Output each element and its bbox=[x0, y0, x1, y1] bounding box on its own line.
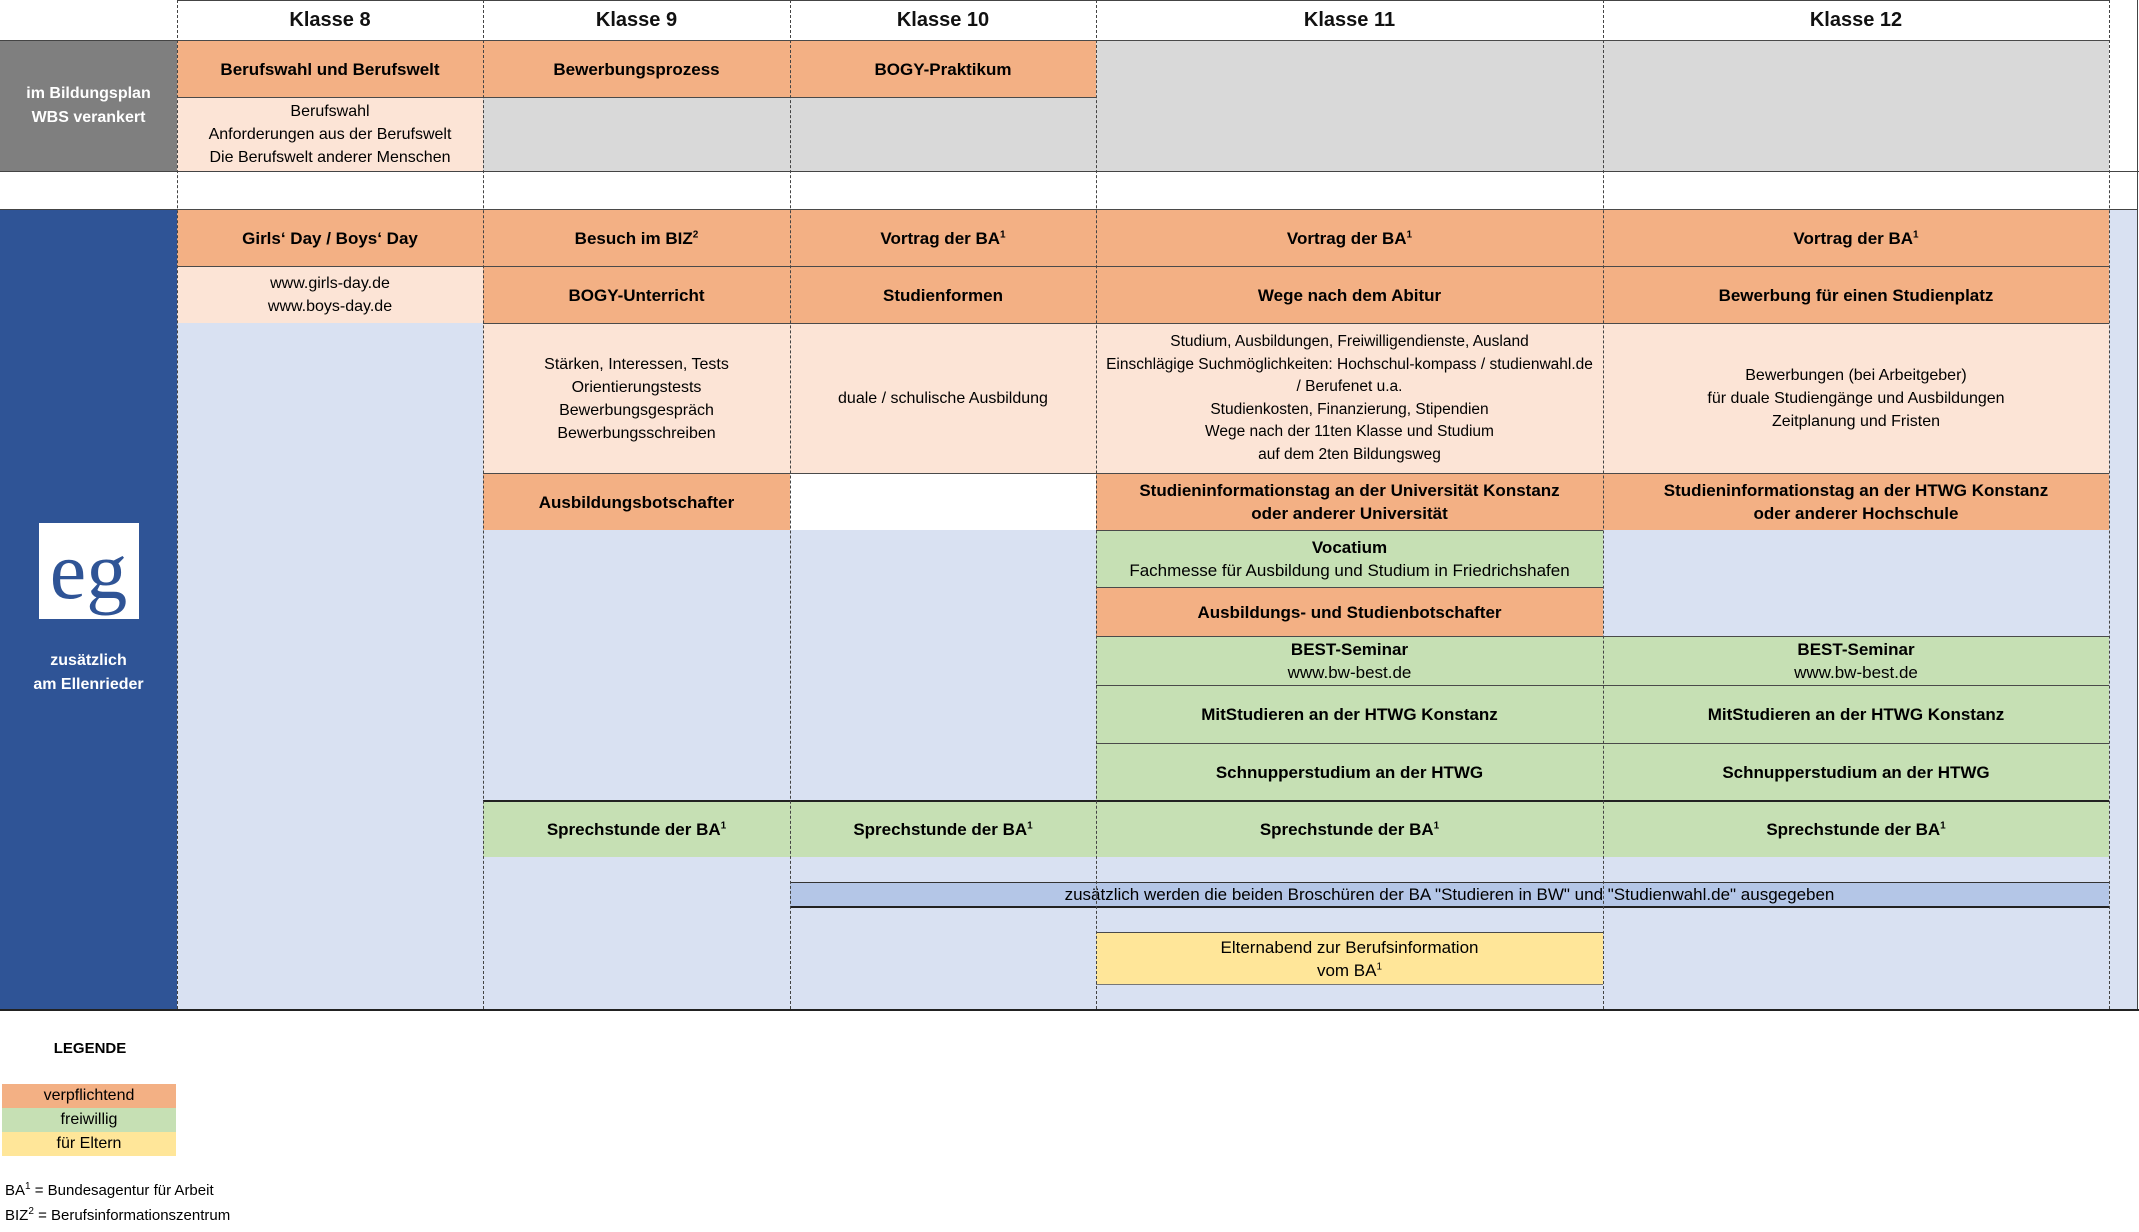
k11-studieninfotag bbox=[1096, 473, 1603, 530]
spacer-row bbox=[0, 171, 2139, 209]
k11-sprechstunde-label: Sprechstunde der BA bbox=[1259, 820, 1434, 839]
k8-link-girls-day: www.girls-day.de bbox=[270, 275, 390, 292]
side-bildungsplan-line-1: im Bildungsplan bbox=[26, 85, 151, 102]
k9-detail-2: Orientierungstests bbox=[571, 378, 702, 396]
grid-line-k10 bbox=[790, 0, 791, 1009]
k9-detail-4: Bewerbungsschreiben bbox=[557, 424, 716, 442]
k9-detail-3: Bewerbungsgespräch bbox=[559, 401, 714, 419]
grid-line-k9 bbox=[483, 0, 484, 1009]
school-logo bbox=[39, 523, 139, 619]
k9-sprechstunde bbox=[483, 800, 790, 857]
k11-sprechstunde bbox=[1096, 800, 1603, 857]
k12-detail-2: für duale Studiengänge und Ausbildungen bbox=[1707, 390, 2005, 407]
k11-detail-5: Wege nach der 11ten Klasse und Studium bbox=[1205, 423, 1494, 440]
k9-bewerbungsprozess: Bewerbungsprozess bbox=[483, 40, 790, 97]
header-klasse-8: Klasse 8 bbox=[177, 0, 483, 40]
k10-plan-empty bbox=[790, 97, 1096, 171]
side-zusaetzlich bbox=[0, 209, 177, 1009]
k12-studieninfotag bbox=[1603, 473, 2109, 530]
k11-detail-3: / Berufenet u.a. bbox=[1296, 378, 1403, 395]
k10-bogy-praktikum: BOGY-Praktikum bbox=[790, 40, 1096, 97]
elternabend-line-1: Elternabend zur Berufsinformation bbox=[1220, 937, 1479, 957]
legend-verpflichtend: verpflichtend bbox=[2, 1084, 176, 1108]
k10-sprechstunde bbox=[790, 800, 1096, 857]
footnote-ba-sup: 1 bbox=[25, 1181, 31, 1192]
footnote-ba-abbr: BA bbox=[5, 1182, 26, 1199]
k11-detail-1: Studium, Ausbildungen, Freiwilligendienste, Ausland bbox=[1170, 333, 1529, 350]
k8-detail-3: Die Berufswelt anderer Menschen bbox=[209, 149, 451, 166]
k12-sprechstunde-sup: 1 bbox=[1940, 820, 1946, 832]
k12-sprechstunde bbox=[1603, 800, 2109, 857]
header-klasse-9: Klasse 9 bbox=[483, 0, 790, 40]
k12-studieninfotag-line-1: Studieninformationstag an der HTWG Konstanz bbox=[1663, 481, 2049, 500]
k9-details bbox=[483, 323, 790, 473]
k12-mitstudieren: MitStudieren an der HTWG Konstanz bbox=[1603, 685, 2109, 743]
k11-detail-4: Studienkosten, Finanzierung, Stipendien bbox=[1210, 400, 1489, 418]
k12-sprechstunde-label: Sprechstunde der BA bbox=[1766, 820, 1941, 839]
k8-link-boys-day: www.boys-day.de bbox=[267, 298, 393, 315]
grid-line-k12 bbox=[1603, 0, 1604, 1009]
k11-vocatium bbox=[1096, 530, 1603, 587]
k11-detail-2: Einschlägige Suchmöglichkeiten: Hochschul-kompass / studienwahl.de bbox=[1106, 355, 1593, 373]
header-klasse-12: Klasse 12 bbox=[1603, 0, 2109, 40]
k11-mitstudieren: MitStudieren an der HTWG Konstanz bbox=[1096, 685, 1603, 743]
k12-best-title: BEST-Seminar bbox=[1797, 640, 1915, 659]
k11-vocatium-sub: Fachmesse für Ausbildung und Studium in Friedrichshafen bbox=[1129, 561, 1570, 580]
footnote-biz bbox=[5, 1207, 230, 1224]
k11-vortrag-ba bbox=[1096, 209, 1603, 266]
k10-sprechstunde-label: Sprechstunde der BA bbox=[853, 820, 1028, 839]
k12-vortrag-sup: 1 bbox=[1913, 228, 1919, 240]
k8-detail-1: Berufswahl bbox=[290, 103, 370, 120]
k11-sprechstunde-sup: 1 bbox=[1433, 820, 1440, 832]
side-zusaetzlich-line-2: am Ellenrieder bbox=[33, 675, 144, 693]
k10-vortrag-label: Vortrag der BA bbox=[880, 228, 1001, 248]
legend-freiwillig: freiwillig bbox=[2, 1108, 176, 1132]
grid-line-k11 bbox=[1096, 0, 1097, 1009]
k12-vortrag-label: Vortrag der BA bbox=[1793, 228, 1914, 248]
k11-best-link: www.bw-best.de bbox=[1287, 663, 1412, 682]
k8-berufswahl-berufswelt: Berufswahl und Berufswelt bbox=[177, 40, 483, 97]
k9-besuch-biz bbox=[483, 209, 790, 266]
k9-biz-sup: 2 bbox=[692, 228, 699, 240]
k12-bewerbung-studienplatz: Bewerbung für einen Studienplatz bbox=[1603, 266, 2109, 323]
legend-title: LEGENDE bbox=[53, 1039, 127, 1057]
k9-biz-label: Besuch im BIZ bbox=[574, 228, 693, 248]
side-zusaetzlich-line-1: zusätzlich bbox=[50, 651, 127, 669]
k10-sprechstunde-sup: 1 bbox=[1027, 820, 1033, 832]
k12-detail-1: Bewerbungen (bei Arbeitgeber) bbox=[1745, 367, 1967, 384]
k10-vortrag-sup: 1 bbox=[1000, 228, 1006, 240]
k8-girls-boys-day: Girls‘ Day / Boys‘ Day bbox=[177, 209, 483, 266]
elternabend-line-2: vom BA bbox=[1316, 960, 1377, 980]
side-bildungsplan-line-2: WBS verankert bbox=[31, 109, 146, 126]
k12-detail-3: Zeitplanung und Fristen bbox=[1771, 413, 1941, 430]
k11-studieninfotag-line-1: Studieninformationstag an der Universität Konstanz bbox=[1139, 481, 1560, 500]
logo-text: eg bbox=[49, 524, 128, 616]
footnote-ba-text: = Bundesagentur für Arbeit bbox=[30, 1182, 214, 1199]
header-klasse-10: Klasse 10 bbox=[790, 0, 1096, 40]
k9-ausbildungsbotschafter: Ausbildungsbotschafter bbox=[483, 473, 790, 530]
broschueren-band: zusätzlich werden die beiden Broschüren der BA "Studieren in BW" und "Studienwahl.de" ausgegeben bbox=[790, 882, 2109, 908]
k8-detail-2: Anforderungen aus der Berufswelt bbox=[208, 126, 452, 143]
k11-botschafter: Ausbildungs- und Studienbotschafter bbox=[1096, 587, 1603, 636]
side-bildungsplan bbox=[0, 40, 177, 171]
k11-details bbox=[1096, 323, 1603, 473]
k12-schnupperstudium: Schnupperstudium an der HTWG bbox=[1603, 743, 2109, 800]
k9-bogy-unterricht: BOGY-Unterricht bbox=[483, 266, 790, 323]
k12-best-link: www.bw-best.de bbox=[1794, 663, 1918, 682]
k11-wege-nach-abitur: Wege nach dem Abitur bbox=[1096, 266, 1603, 323]
k11-vocatium-title: Vocatium bbox=[1311, 538, 1388, 557]
footnote-biz-abbr: BIZ bbox=[5, 1207, 29, 1224]
k11-detail-6: auf dem 2ten Bildungsweg bbox=[1258, 445, 1441, 463]
k9-detail-1: Stärken, Interessen, Tests bbox=[544, 355, 729, 373]
k11-best-title: BEST-Seminar bbox=[1290, 640, 1409, 659]
k9-sprechstunde-label: Sprechstunde der BA bbox=[546, 820, 721, 839]
k11-schnupperstudium: Schnupperstudium an der HTWG bbox=[1096, 743, 1603, 800]
k9-plan-empty bbox=[483, 97, 790, 171]
footnote-biz-text: = Berufsinformationszentrum bbox=[33, 1207, 231, 1224]
grid-line-k8 bbox=[177, 0, 178, 1009]
k10-empty-white bbox=[790, 473, 1096, 530]
k11-best-seminar bbox=[1096, 636, 1603, 685]
grid-line-edge bbox=[2137, 0, 2138, 1009]
header-klasse-11: Klasse 11 bbox=[1096, 0, 1603, 40]
grid-line-right bbox=[2109, 0, 2110, 1009]
k12-details bbox=[1603, 323, 2109, 473]
k12-vortrag-ba bbox=[1603, 209, 2109, 266]
k10-studienformen: Studienformen bbox=[790, 266, 1096, 323]
k11-vortrag-sup: 1 bbox=[1406, 228, 1413, 240]
k8-links bbox=[177, 266, 483, 323]
k10-details: duale / schulische Ausbildung bbox=[790, 323, 1096, 473]
legend-eltern: für Eltern bbox=[2, 1132, 176, 1156]
elternabend-sup: 1 bbox=[1376, 960, 1383, 972]
k11-studieninfotag-line-2: oder anderer Universität bbox=[1251, 504, 1448, 523]
k12-best-seminar bbox=[1603, 636, 2109, 685]
k12-studieninfotag-line-2: oder anderer Hochschule bbox=[1753, 504, 1959, 523]
k10-vortrag-ba bbox=[790, 209, 1096, 266]
k8-berufswahl-details bbox=[177, 97, 483, 171]
k11-vortrag-label: Vortrag der BA bbox=[1286, 228, 1407, 248]
k11-elternabend bbox=[1096, 932, 1603, 985]
table-bottom-line bbox=[0, 1009, 2139, 1011]
k9-sprechstunde-sup: 1 bbox=[720, 820, 727, 832]
footnote-ba bbox=[5, 1182, 214, 1199]
footnote-biz-sup: 2 bbox=[28, 1206, 34, 1217]
